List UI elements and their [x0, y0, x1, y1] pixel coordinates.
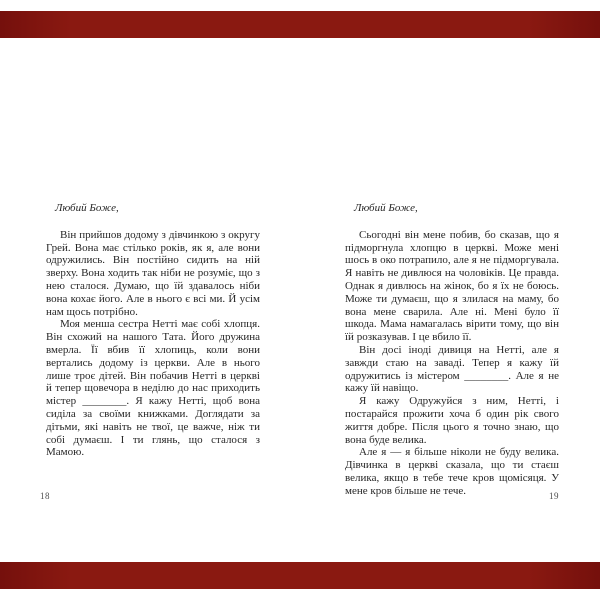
letter-paragraph: Він прийшов додому з дівчинкою з округу Грей. Вона має стілько років, як я, але вони одружились. Він постійно сидить на ній зверху. Вона ходить так ніби не розуміє, що з нею сталося. Думаю, що їй здавалось ніби вона кохає його. Але в нього є всі ми. Й усім нам щось потрібно. [46, 228, 260, 318]
letter-salutation: Любий Боже, [354, 202, 418, 214]
letter-salutation: Любий Боже, [55, 202, 119, 214]
letter-paragraph: Я кажу Одружуйся з ним, Нетті, і постарайся прожити хоча б один рік свого життя добре. Після цього я точно знаю, що вона буде велика. [345, 395, 559, 446]
book-cover-edge-top [0, 11, 600, 38]
left-page [46, 202, 260, 459]
book-cover-edge-bottom [0, 562, 600, 589]
page-number-left: 18 [40, 491, 50, 501]
letter-paragraph: Але я — я більше ніколи не буду велика. Дівчинка в церкві сказала, що ти стаєш велика, якщо в тебе тече кров щомісяця. У мене кров більше не тече. [345, 446, 559, 497]
page-number-right: 19 [549, 491, 559, 501]
right-page [345, 202, 559, 498]
letter-paragraph: Моя менша сестра Нетті має собі хлопця. Він схожий на нашого Тата. Його дружина вмерла. Її вбив її хлопиць, коли вони вертались додому із церкви. Але в нього лише троє дітей. Він побачив Нетті в церкві й тепер щовечора в неділю до нас приходить містер ________. Я кажу Нетті, щоб вона сиділа за своїми книжками. Доглядати за дітьми, які навіть не твої, це важче, ніж ти собі думаєш. І ти глянь, що сталося з Мамою. [46, 318, 260, 459]
letter-paragraph: Сьогодні він мене побив, бо сказав, що я підморгнула хлопцю в церкві. Може мені шось в око потрапило, але я не підморгувала. Я навіть не дивлюся на чоловіків. Це правда. Однак я дивлюсь на жінок, бо я їх не боюсь. Може ти думаєш, що я злилася на маму, бо вона мене сварила. Але ні. Мені було її шкода. Мама намагалась вірити тому, що він їй розказував. І це вбило її. [345, 228, 559, 344]
letter-paragraph: Він досі іноді дивиця на Нетті, але я завжди стаю на заваді. Тепер я кажу їй одружитись із містером ________. Але я не кажу їй навіщо. [345, 343, 559, 395]
